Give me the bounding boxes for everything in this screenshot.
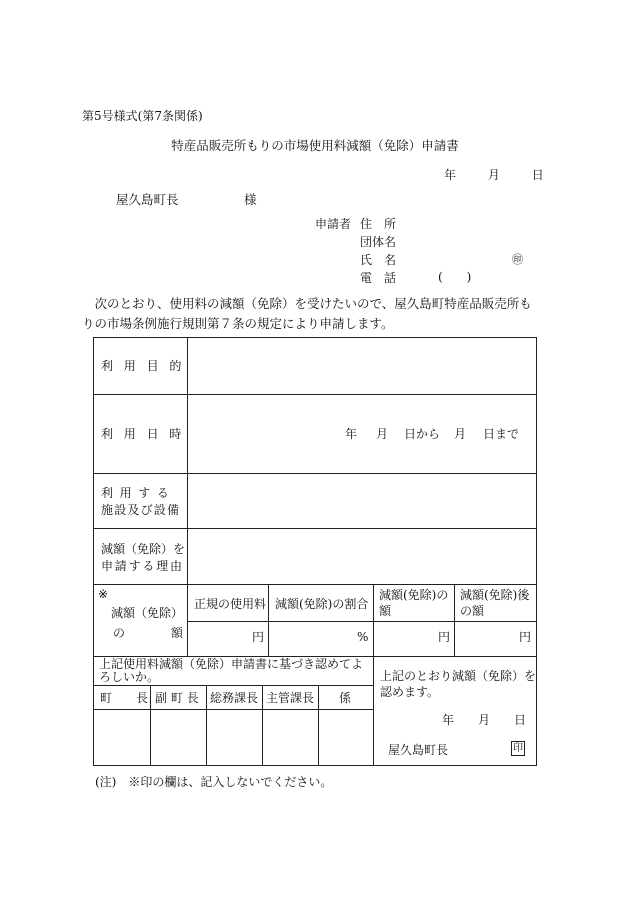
datetime-year: 年 <box>345 427 358 441</box>
datetime-from: 日から <box>404 427 441 441</box>
approval-box-mayor[interactable] <box>95 710 150 765</box>
datetime-field[interactable] <box>188 395 536 472</box>
datetime-month: 月 <box>376 427 389 441</box>
facility-label-line2: 施設及び設備 <box>101 503 181 517</box>
approval-role-mayor: 町 長 <box>100 691 149 705</box>
amount-label-line1: 減額（免除） <box>111 606 184 620</box>
after-amount-yen: 円 <box>519 630 532 644</box>
amount-label-gaku: 額 <box>171 626 184 640</box>
application-table <box>93 337 537 766</box>
applicant-seal-icon: ㊞ <box>512 253 523 266</box>
col-regular-fee: 正規の使用料 <box>194 597 267 611</box>
application-date <box>444 169 572 181</box>
applicant-phone-label: 電 話 <box>360 271 397 285</box>
approval-date-day: 日 <box>514 713 527 727</box>
footnote: (注) ※印の欄は、記入しないでください。 <box>95 775 333 789</box>
addressee-suffix: 様 <box>244 192 257 207</box>
approval-role-section-chief: 主管課長 <box>266 691 315 705</box>
approval-box-general-affairs[interactable] <box>207 710 262 765</box>
col-reduction-ratio: 減額(免除)の割合 <box>275 597 369 611</box>
ratio-percent: % <box>357 630 369 644</box>
reduction-amount-yen: 円 <box>438 630 451 644</box>
reason-field[interactable] <box>188 529 536 584</box>
facility-field[interactable] <box>188 474 536 528</box>
form-number: 第5号様式(第7条関係) <box>82 109 203 123</box>
applicant-phone-paren: ( ) <box>438 270 472 284</box>
datetime-until: 日まで <box>483 427 520 441</box>
col-after-amount-line2: の額 <box>460 604 485 618</box>
approval-notice-line2: 認めます。 <box>380 685 440 699</box>
col-after-amount-line1: 減額(免除)後 <box>460 588 530 602</box>
purpose-field[interactable] <box>188 339 536 393</box>
approval-box-section-chief[interactable] <box>263 710 318 765</box>
applicant-org-label: 団体名 <box>360 235 397 249</box>
regular-fee-yen: 円 <box>252 630 265 644</box>
approval-box-staff[interactable] <box>319 710 373 765</box>
intro-paragraph: 次のとおり、使用料の減額（免除）を受けたいので、屋久島町特産品販売所もりの市場条例施行規則第７条の規定により申請します。 <box>82 296 532 331</box>
col-reduction-amount-line2: 額 <box>379 604 392 618</box>
applicant-role: 申請者 <box>315 217 352 231</box>
office-use-mark: ※ <box>98 587 109 601</box>
approval-signer: 屋久島町長 <box>388 743 449 757</box>
col-reduction-amount-line1: 減額(免除)の <box>379 588 449 602</box>
approval-question: 上記使用料減額（免除）申請書に基づき認めてよろしいか。 <box>99 657 364 684</box>
approval-box-deputy[interactable] <box>151 710 206 765</box>
purpose-label: 利用目的 <box>101 359 193 373</box>
addressee <box>116 192 257 207</box>
approval-role-deputy: 副 町 長 <box>155 691 199 705</box>
applicant-name-label: 氏 名 <box>360 253 397 267</box>
date-year: 年 <box>444 168 457 182</box>
datetime-month2: 月 <box>454 427 467 441</box>
addressee-name: 屋久島町長 <box>116 192 179 207</box>
facility-label-line1: 利用する <box>101 486 176 500</box>
reason-label-line2: 申請する理由 <box>101 559 184 573</box>
approval-date-month: 月 <box>478 713 491 727</box>
approval-role-general-affairs: 総務課長 <box>210 691 259 705</box>
datetime-label: 利用日時 <box>101 427 193 441</box>
approval-seal-icon: 印 <box>513 743 523 754</box>
approval-notice-line1: 上記のとおり減額（免除）を <box>380 669 537 683</box>
reason-label-line1: 減額（免除）を <box>101 542 186 556</box>
date-day: 日 <box>531 168 544 182</box>
applicant-address-label: 住 所 <box>360 217 397 231</box>
approval-date-year: 年 <box>442 713 455 727</box>
amount-label-no: の <box>113 626 126 640</box>
date-month: 月 <box>487 168 500 182</box>
document-title: 特産品販売所もりの市場使用料減額（免除）申請書 <box>171 138 459 153</box>
approval-role-staff: 係 <box>339 691 352 705</box>
